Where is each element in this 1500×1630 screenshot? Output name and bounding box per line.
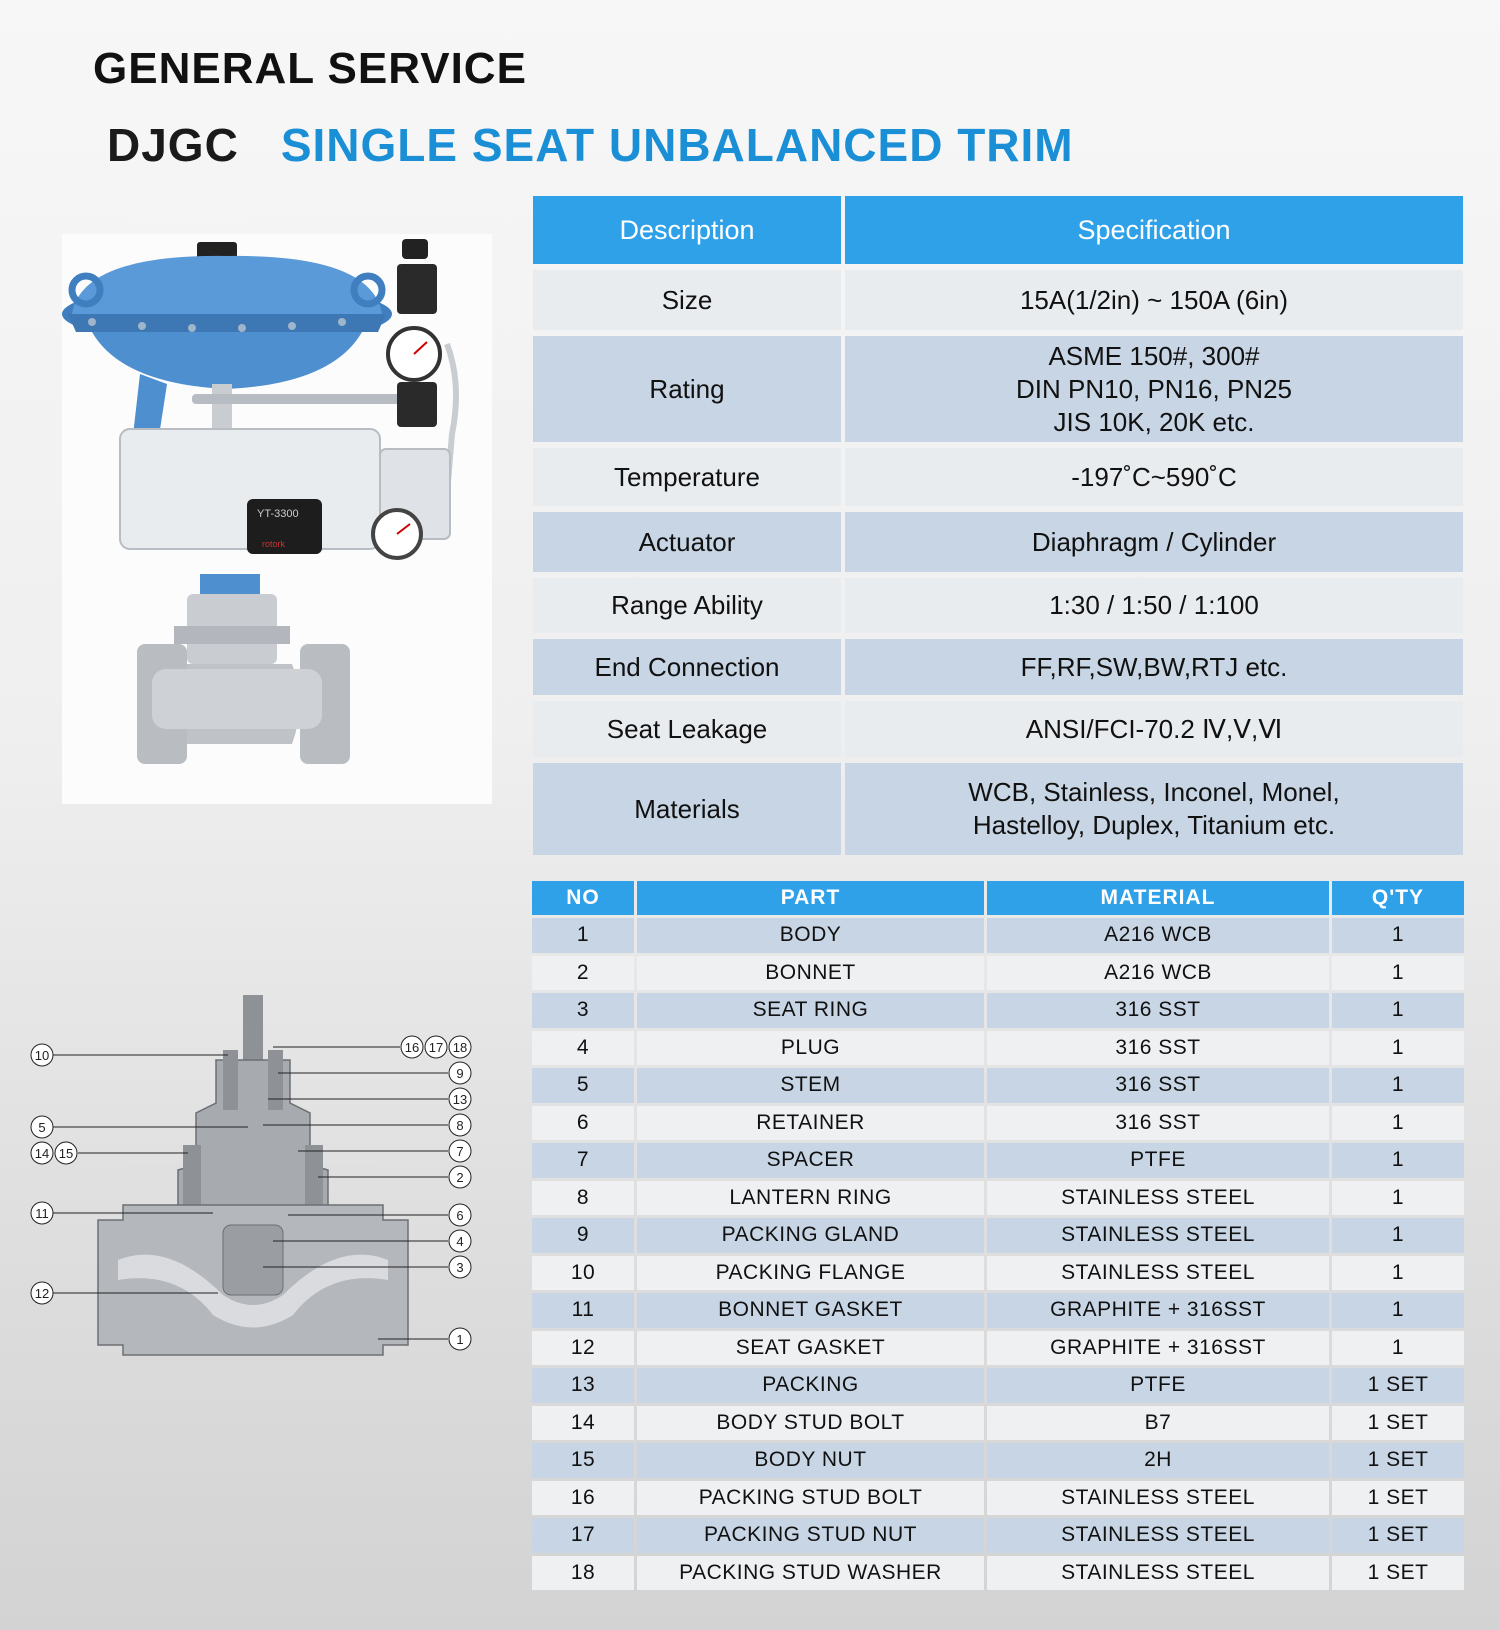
part-name: PACKING [637,1368,984,1403]
callout-label: 18 [452,1040,468,1055]
part-name: BODY NUT [637,1443,984,1478]
part-name: SEAT RING [637,993,984,1028]
parts-row [532,1331,1464,1366]
part-name: BONNET GASKET [637,1293,984,1328]
parts-row [532,1443,1464,1478]
spec-description: Size [533,270,841,330]
spec-value-line: 15A(1/2in) ~ 150A (6in) [1019,284,1289,315]
part-no: 7 [532,1143,634,1178]
part-no: 18 [532,1556,634,1591]
part-qty: 1 [1332,1218,1464,1253]
callout-label: 4 [456,1234,464,1249]
trim-type: SINGLE SEAT UNBALANCED TRIM [280,119,1074,171]
spec-description: Rating [533,336,841,442]
part-name: BODY STUD BOLT [637,1406,984,1441]
part-qty: 1 [1332,1331,1464,1366]
part-no: 2 [532,956,634,991]
callout-label: 8 [456,1118,464,1133]
part-no: 1 [532,918,634,953]
part-no: 13 [532,1368,634,1403]
spec-value-line: Diaphragm / Cylinder [1031,526,1277,557]
parts-header-material: MATERIAL [987,881,1329,915]
parts-row [532,1031,1464,1066]
spec-row [533,701,1463,757]
valve-photo [62,234,492,804]
spec-description: Range Ability [533,578,841,633]
parts-row [532,1481,1464,1516]
model-code: DJGC [107,119,239,171]
part-material: 316 SST [987,1031,1329,1066]
spec-header-description: Description [533,196,841,264]
spec-value-line: ANSI/FCI-70.2 Ⅳ,Ⅴ,Ⅵ [1025,713,1283,744]
spec-description: Temperature [533,448,841,506]
part-qty: 1 [1332,1068,1464,1103]
part-material: STAINLESS STEEL [987,1218,1329,1253]
parts-header-no: NO [532,881,634,915]
part-material: STAINLESS STEEL [987,1481,1329,1516]
parts-row [532,1556,1464,1591]
callout-label: 11 [35,1206,49,1221]
part-name: PACKING FLANGE [637,1256,984,1291]
spec-value-line: ASME 150#, 300# [1048,340,1260,371]
part-material: A216 WCB [987,956,1329,991]
part-no: 17 [532,1518,634,1553]
part-material: 316 SST [987,993,1329,1028]
spec-row [533,763,1463,855]
part-qty: 1 [1332,1143,1464,1178]
spec-value-line: DIN PN10, PN16, PN25 [1015,373,1292,404]
parts-row [532,1518,1464,1553]
parts-row [532,1068,1464,1103]
part-qty: 1 [1332,956,1464,991]
part-name: PACKING STUD NUT [637,1518,984,1553]
part-qty: 1 [1332,918,1464,953]
part-no: 15 [532,1443,634,1478]
callout-label: 13 [452,1092,468,1107]
part-name: PACKING STUD BOLT [637,1481,984,1516]
part-qty: 1 [1332,1031,1464,1066]
part-no: 14 [532,1406,634,1441]
spec-header-specification: Specification [845,196,1463,264]
parts-row [532,1256,1464,1291]
part-qty: 1 SET [1332,1406,1464,1441]
spec-value [845,578,1463,633]
callout-label: 17 [428,1040,444,1055]
callout-label: 12 [34,1286,50,1301]
spec-value-line: FF,RF,SW,BW,RTJ etc. [1020,651,1288,682]
part-name: STEM [637,1068,984,1103]
parts-header-qty: Q'TY [1332,881,1464,915]
spec-row [533,512,1463,572]
part-no: 4 [532,1031,634,1066]
part-qty: 1 SET [1332,1443,1464,1478]
parts-row [532,1106,1464,1141]
spec-value-line: -197˚C~590˚C [1071,461,1237,492]
parts-row [532,1218,1464,1253]
parts-row [532,956,1464,991]
part-material: STAINLESS STEEL [987,1556,1329,1591]
positioner-label: YT-3300 [257,508,299,520]
part-name: PLUG [637,1031,984,1066]
callout-label: 9 [456,1066,464,1081]
part-material: 316 SST [987,1106,1329,1141]
part-name: PACKING GLAND [637,1218,984,1253]
part-qty: 1 SET [1332,1481,1464,1516]
callout-label: 1 [456,1332,464,1347]
spec-value [845,701,1463,757]
spec-row [533,336,1463,442]
part-qty: 1 SET [1332,1368,1464,1403]
part-material: 316 SST [987,1068,1329,1103]
part-material: STAINLESS STEEL [987,1518,1329,1553]
part-no: 11 [532,1293,634,1328]
spec-value-line: Hastelloy, Duplex, Titanium etc. [972,810,1336,840]
part-material: B7 [987,1406,1329,1441]
callout-label: 14 [34,1146,50,1161]
part-qty: 1 [1332,1106,1464,1141]
part-material: A216 WCB [987,918,1329,953]
spec-row [533,270,1463,330]
callout-label: 5 [38,1120,46,1135]
part-name: SPACER [637,1143,984,1178]
parts-row [532,1293,1464,1328]
part-name: PACKING STUD WASHER [637,1556,984,1591]
callout-label: 2 [456,1170,464,1185]
spec-table [529,190,1467,861]
callout-label: 16 [404,1040,420,1055]
parts-row [532,1181,1464,1216]
valve-section-diagram [28,995,498,1415]
part-material: GRAPHITE + 316SST [987,1293,1329,1328]
callout-label: 7 [456,1144,464,1159]
part-no: 3 [532,993,634,1028]
part-material: GRAPHITE + 316SST [987,1331,1329,1366]
positioner-brand: rotork [262,539,286,549]
part-name: SEAT GASKET [637,1331,984,1366]
part-no: 12 [532,1331,634,1366]
parts-row [532,993,1464,1028]
part-no: 6 [532,1106,634,1141]
spec-value [845,336,1463,442]
callout-label: 3 [456,1260,464,1275]
part-qty: 1 [1332,1293,1464,1328]
part-material: PTFE [987,1143,1329,1178]
parts-row [532,918,1464,953]
product-subtitle [107,118,1074,172]
parts-table [529,878,1467,1593]
spec-value-line: 1:30 / 1:50 / 1:100 [1049,590,1259,620]
part-no: 5 [532,1068,634,1103]
part-material: PTFE [987,1368,1329,1403]
spec-row [533,448,1463,506]
spec-value [845,639,1463,695]
part-material: STAINLESS STEEL [987,1256,1329,1291]
callout-label: 10 [34,1048,50,1063]
part-qty: 1 [1332,993,1464,1028]
part-qty: 1 [1332,1181,1464,1216]
part-name: LANTERN RING [637,1181,984,1216]
part-qty: 1 [1332,1256,1464,1291]
part-material: 2H [987,1443,1329,1478]
parts-row [532,1368,1464,1403]
spec-description: Actuator [533,512,841,572]
spec-value [845,763,1463,855]
part-no: 8 [532,1181,634,1216]
spec-row [533,639,1463,695]
spec-value [845,512,1463,572]
parts-table-body [532,918,1464,1590]
part-name: BODY [637,918,984,953]
part-material: STAINLESS STEEL [987,1181,1329,1216]
parts-row [532,1143,1464,1178]
parts-row [532,1406,1464,1441]
part-no: 9 [532,1218,634,1253]
spec-value [845,270,1463,330]
part-qty: 1 SET [1332,1556,1464,1591]
part-no: 10 [532,1256,634,1291]
spec-row [533,578,1463,633]
part-no: 16 [532,1481,634,1516]
page-title: GENERAL SERVICE [93,44,527,93]
spec-description: Seat Leakage [533,701,841,757]
spec-value-line: WCB, Stainless, Inconel, Monel, [968,777,1340,807]
spec-value [845,448,1463,506]
part-name: BONNET [637,956,984,991]
spec-description: End Connection [533,639,841,695]
part-qty: 1 SET [1332,1518,1464,1553]
callout-label: 15 [58,1146,74,1161]
part-name: RETAINER [637,1106,984,1141]
parts-header-part: PART [637,881,984,915]
callout-label: 6 [456,1208,464,1223]
spec-value-line: JIS 10K, 20K etc. [1053,406,1255,437]
spec-description: Materials [533,763,841,855]
